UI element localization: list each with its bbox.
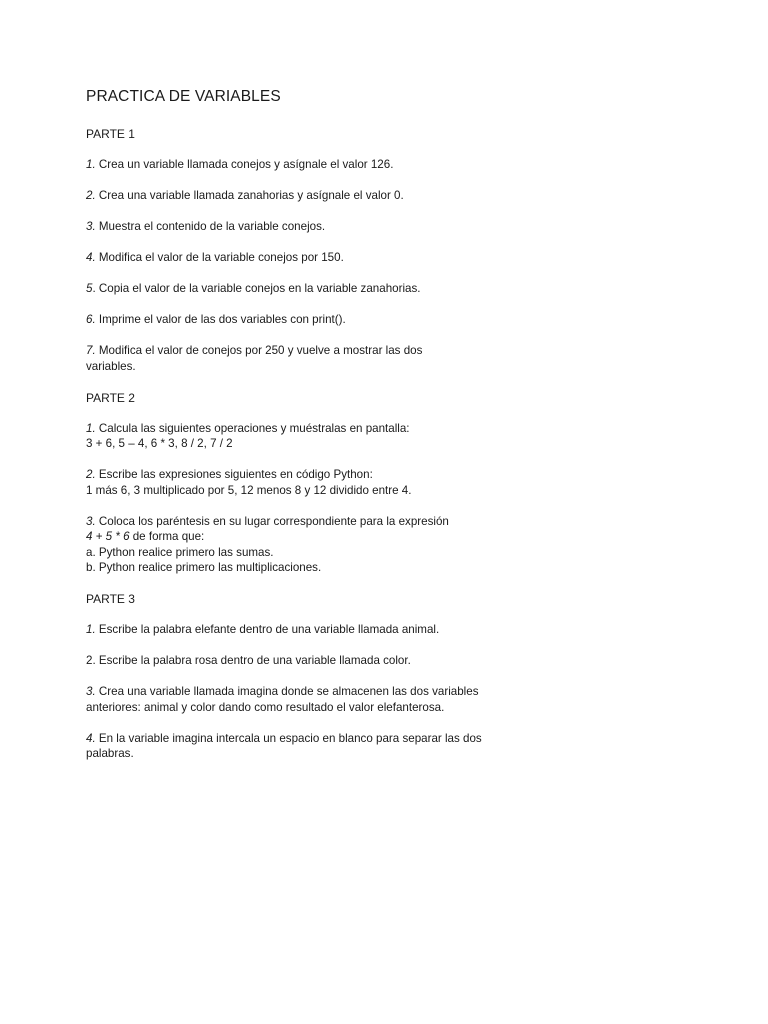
item-line-continuation: palabras. [86,747,134,760]
part-2-heading: PARTE 2 [86,390,135,405]
item-number: 4. [86,251,96,264]
option-b: b. Python realice primero las multiplicaciones. [86,561,322,574]
part-1-item-7 [86,343,516,374]
part-2-item-3 [86,514,516,576]
item-line-continuation: variables. [86,359,136,373]
item-text: Modifica el valor de conejos por 250 y vuelve a mostrar las dos [95,344,423,357]
item-line-continuation: anteriores: animal y color dando como resultado el valor elefanterosa. [86,700,445,714]
item-text: Crea una variable llamada imagina donde se almacenen las dos variables [95,685,479,698]
item-text: . Copia el valor de la variable conejos en la variable zanahorias. [92,282,421,295]
item-text: En la variable imagina intercala un espacio en blanco para separar las dos [95,731,482,745]
item-text: Imprime el valor de las dos variables con print(). [95,313,346,326]
item-line [86,467,516,483]
part-1-section [86,126,516,374]
part-1-item-4 [86,250,516,266]
part-3-item-4 [86,731,516,762]
item-number: 1. [86,158,96,171]
part-2-item-1 [86,421,516,452]
part-1-item-3 [86,219,516,235]
item-line [86,684,516,700]
option-a: a. Python realice primero las sumas. [86,545,274,559]
expression-suffix: de forma que: [129,530,205,543]
part-3-item-1 [86,622,516,638]
item-text: Crea una variable llamada zanahorias y asígnale el valor 0. [95,189,404,202]
item-number: 1. [86,623,96,636]
expressions-line: 1 más 6, 3 multiplicado por 5, 12 menos 8 y 12 dividido entre 4. [86,483,412,497]
item-text: Calcula las siguientes operaciones y muéstralas en pantalla: [95,421,410,435]
item-number: 2. [86,468,96,481]
item-line [86,343,516,359]
item-number: 1. [86,421,96,435]
part-3-heading: PARTE 3 [86,592,135,606]
item-text: Crea un variable llamada conejos y asígnale el valor 126. [95,158,394,171]
item-number: 3. [86,685,96,698]
item-text: 2. Escribe la palabra rosa dentro de una variable llamada color. [86,654,411,667]
part-3-section [86,591,516,762]
item-line [86,514,516,530]
item-text: Escribe la palabra elefante dentro de una variable llamada animal. [95,623,440,636]
part-1-item-6 [86,312,516,328]
part-1-item-1 [86,157,516,173]
item-number: 6. [86,313,96,326]
part-1-heading: PARTE 1 [86,127,135,141]
math-expression: 4 + 5 * 6 [86,530,130,543]
item-text: Muestra el contenido de la variable conejos. [95,220,326,233]
item-text: Modifica el valor de la variable conejos por 150. [95,251,344,264]
part-2-item-2 [86,467,516,498]
part-1-item-2 [86,188,516,204]
part-3-item-2 [86,653,516,669]
item-line [86,731,516,747]
item-text: Coloca los paréntesis en su lugar correspondiente para la expresión [95,514,449,528]
part-2-section [86,390,516,576]
part-1-item-5 [86,281,516,297]
item-number: 7. [86,344,96,357]
part-3-item-3 [86,684,516,715]
item-text: Escribe las expresiones siguientes en código Python: [95,468,373,481]
item-number: 3. [86,220,96,233]
item-number: 4. [86,731,96,745]
item-line [86,421,516,437]
item-number: 5 [86,282,93,295]
document-page [86,87,516,777]
item-number: 3. [86,514,96,528]
expression-line [86,529,516,545]
document-title: PRACTICA DE VARIABLES [86,88,281,105]
operations-line: 3 + 6, 5 – 4, 6 * 3, 8 / 2, 7 / 2 [86,437,233,450]
item-number: 2. [86,189,96,202]
